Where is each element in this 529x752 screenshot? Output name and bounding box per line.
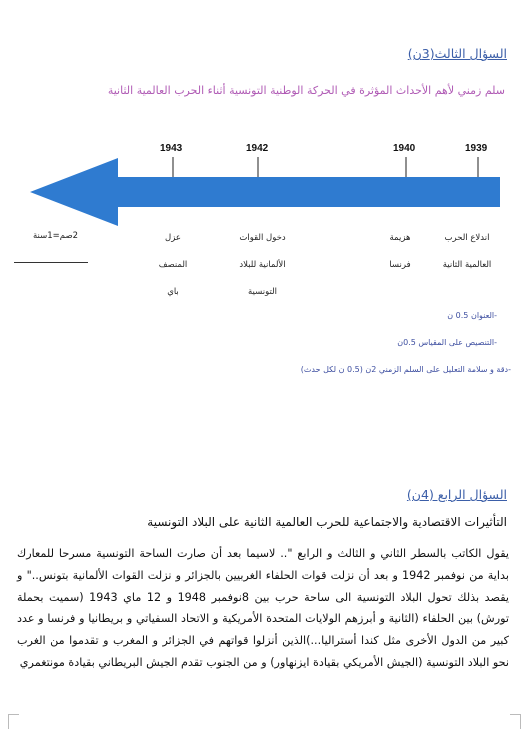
grading-note-accuracy: -دقة و سلامة التعليل على السلم الزمني 2ن (0.5 ن لكل حدث): [300, 365, 511, 374]
page-corner-right: [510, 714, 521, 729]
event-1943-line-1: عزل: [165, 233, 181, 243]
event-1939-line-1: اندلاع الحرب: [444, 233, 490, 243]
question-4-heading: السؤال الرابع (4ن): [406, 487, 507, 502]
grading-note-title: -العنوان 0.5 ن: [447, 311, 497, 320]
timeline-scale-underline: [14, 262, 88, 263]
event-1940-line-2: فرنسا: [389, 260, 411, 270]
event-1943-line-3: باي: [167, 287, 179, 297]
event-1940: [375, 225, 425, 279]
event-1943-line-2: المنصف: [158, 260, 188, 270]
question-3-instruction: سلم زمني لأهم الأحداث المؤثرة في الحركة الوطنية التونسية أثناء الحرب العالمية الثانية: [107, 84, 505, 97]
event-1942: [225, 225, 300, 306]
year-1943-label: 1943: [160, 143, 183, 154]
event-1939: [432, 225, 502, 279]
event-1939-line-2: العالمية الثانية: [442, 260, 492, 270]
event-1942-line-1: دخول القوات: [239, 233, 286, 243]
event-1940-line-1: هزيمة: [389, 233, 411, 243]
event-1942-line-2: الألمانية للبلاد: [239, 260, 286, 270]
question-4-title: التأثيرات الاقتصادية والاجتماعية للحرب العالمية الثانية على البلاد التونسية: [147, 515, 507, 529]
year-1939-label: 1939: [465, 143, 488, 154]
question-3-heading: السؤال الثالث(3ن): [407, 46, 507, 61]
event-1943: [148, 225, 198, 306]
page-corner-left: [8, 714, 19, 729]
timeline-arrow: [0, 150, 529, 230]
event-1942-line-3: التونسية: [248, 287, 277, 297]
grading-note-scale: -التنصيص على المقياس 0.5ن: [397, 338, 497, 347]
timeline-arrow-shape: [30, 158, 500, 226]
question-4-answer-text: يقول الكاتب بالسطر الثاني و الثالث و الرابع ".. لاسيما بعد أن صارت الساحة التونسية مسرحا للمعارك بداية من نوفمبر 1942 و بعد أن نزلت قوات الحلفاء الغربيين بالجزائر و نزلت القوات الألمانية بتونس.." و يقصد بذلك تحول البلاد التونسية الى ساحة حرب بين 8نوفمبر 1948 و 12 ماي 1943 (سميت بحملة تورش) بين الحلفاء (الثانية و أبرزهم الولايات المتحدة الأمريكية و الاتحاد السفياتي و بريطانيا و فرنسا و عدد كبير من الدول الأخرى مثل كندا أستراليا...)الذين أنزلوا قواتهم في الجزائر و المغرب و تقدموا من الغرب نحو البلاد التونسية (الجيش الأمريكي بقيادة ايزنهاور) و من الجنوب تقدم الجيش البريطاني بقيادة مونتغمري: [17, 547, 509, 669]
timeline-scale-label: 2صم=1سنة: [33, 231, 79, 241]
year-1940-label: 1940: [393, 143, 416, 154]
year-1942-label: 1942: [246, 143, 269, 154]
